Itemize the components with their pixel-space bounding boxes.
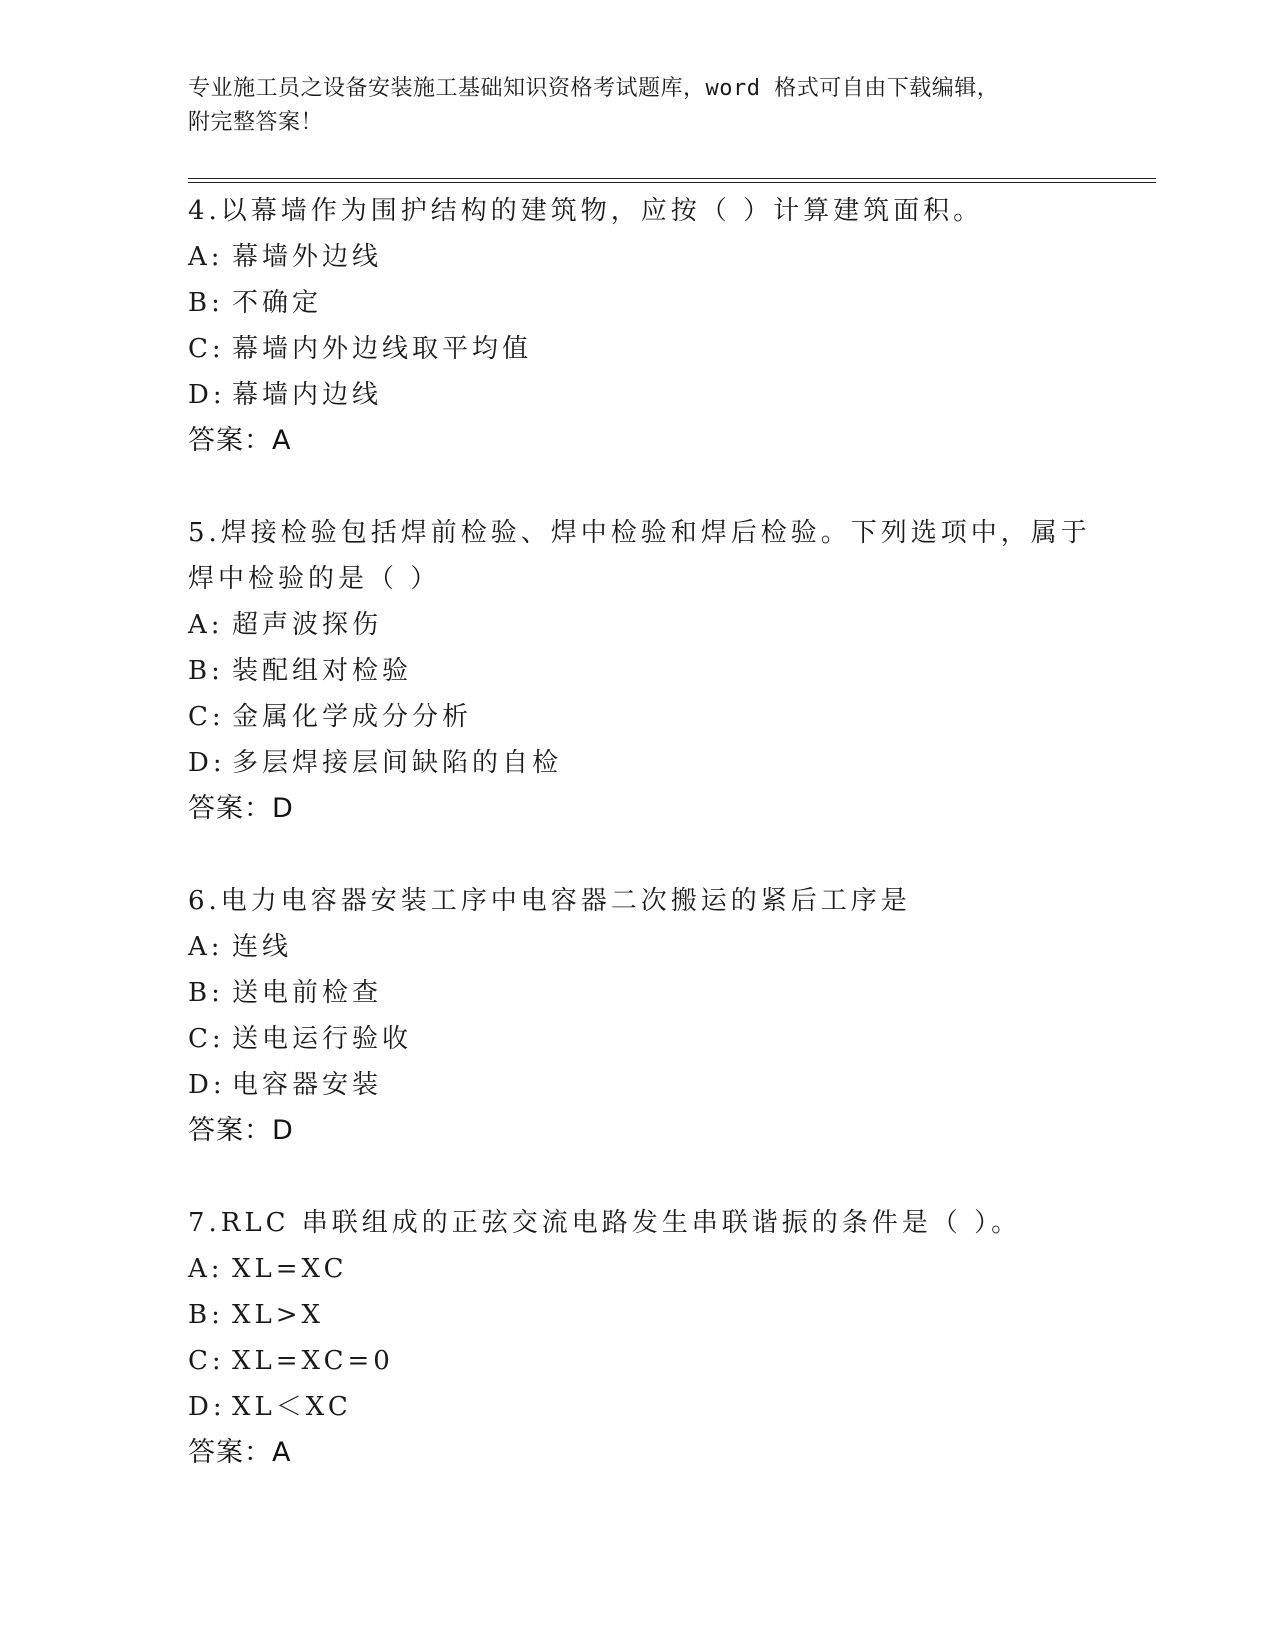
option-letter: B: [188,1300,224,1330]
question-item [188,510,1108,832]
question-list [188,188,1108,1476]
option-letter: C: [188,702,225,732]
option-text: 电容器安装 [232,1070,383,1100]
answer-line: 答案：A [188,425,292,456]
option-text: XL=XC=0 [232,1346,394,1376]
option-letter: C: [188,334,225,364]
answer-line: 答案：A [188,1437,292,1468]
option-text: 送电前检查 [232,978,383,1008]
header-divider [188,178,1156,183]
option-text: 超声波探伤 [232,610,383,640]
option-letter: A: [188,932,224,962]
option-text: 幕墙内边线 [232,380,383,410]
question-item [188,188,1108,464]
option-letter: B: [188,978,224,1008]
option-letter: D: [188,1070,226,1100]
option-c [188,694,1108,740]
option-b [188,1292,1108,1338]
header-line-1: 专业施工员之设备安装施工基础知识资格考试题库，word 格式可自由下载编辑， [188,76,1000,101]
option-b [188,280,1108,326]
option-letter: D: [188,748,226,778]
header-line-2: 附完整答案！ [188,110,324,135]
option-text: 金属化学成分分析 [232,702,473,732]
option-a [188,924,1108,970]
option-d [188,1062,1108,1108]
option-text: 送电运行验收 [232,1024,413,1054]
question-item [188,1200,1108,1476]
option-a [188,234,1108,280]
option-b [188,648,1108,694]
option-text: 不确定 [232,288,323,318]
option-text: 幕墙外边线 [232,242,383,272]
option-letter: B: [188,656,224,686]
option-letter: D: [188,380,226,410]
option-text: 幕墙内外边线取平均值 [232,334,533,364]
question-stem-continued: 焊中检验的是（ ） [188,564,441,594]
option-letter: C: [188,1346,225,1376]
question-item [188,878,1108,1154]
option-letter: D: [188,1392,226,1422]
option-letter: B: [188,288,224,318]
option-d [188,372,1108,418]
answer-line: 答案：D [188,793,294,824]
option-text: 装配组对检验 [232,656,413,686]
option-text: 多层焊接层间缺陷的自检 [232,748,563,778]
option-letter: A: [188,610,224,640]
option-c [188,1338,1108,1384]
option-d [188,740,1108,786]
question-stem: 6.电力电容器安装工序中电容器二次搬运的紧后工序是 [188,886,911,916]
answer-line: 答案：D [188,1115,294,1146]
option-d [188,1384,1108,1430]
option-letter: A: [188,1254,224,1284]
option-text: XL＜XC [232,1392,352,1422]
option-a [188,1246,1108,1292]
option-text: 连线 [232,932,293,962]
option-text: XL>X [232,1300,325,1330]
option-b [188,970,1108,1016]
option-c [188,326,1108,372]
option-c [188,1016,1108,1062]
question-stem: 7.RLC 串联组成的正弦交流电路发生串联谐振的条件是（ ）。 [188,1208,1022,1238]
option-letter: C: [188,1024,225,1054]
question-stem: 4.以幕墙作为围护结构的建筑物，应按（ ）计算建筑面积。 [188,196,984,226]
option-text: XL=XC [232,1254,348,1284]
option-a [188,602,1108,648]
option-letter: A: [188,242,224,272]
document-header [188,72,1088,140]
question-stem: 5.焊接检验包括焊前检验、焊中检验和焊后检验。下列选项中，属于 [188,518,1091,548]
